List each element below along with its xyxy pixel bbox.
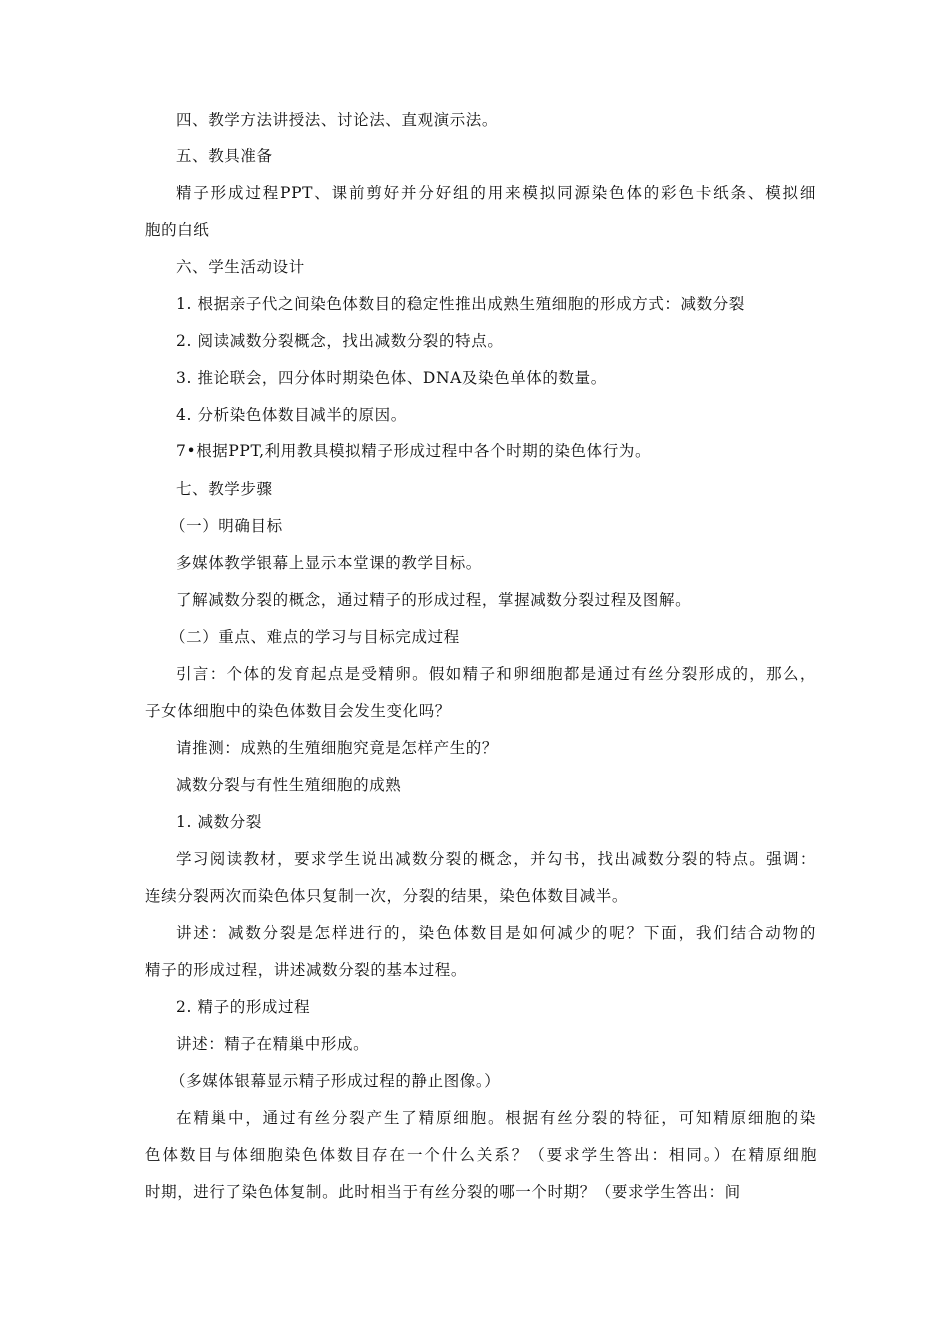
paragraph-line: 时期，进行了染色体复制。此时相当于有丝分裂的哪一个时期？（要求学生答出：间 <box>145 1183 741 1201</box>
heading-teaching-aids: 五、教具准备 <box>176 147 273 165</box>
paragraph-line: 连续分裂两次而染色体只复制一次，分裂的结果，染色体数目减半。 <box>145 887 629 905</box>
subheading-objectives: （一）明确目标 <box>170 517 283 535</box>
paragraph-line: 讲述：减数分裂是怎样进行的，染色体数目是如何减少的呢？下面，我们结合动物的 <box>176 924 816 942</box>
paragraph-line: 减数分裂与有性生殖细胞的成熟 <box>176 776 402 794</box>
paragraph-line: 请推测：成熟的生殖细胞究竟是怎样产生的？ <box>176 739 499 757</box>
paragraph-line: 学习阅读教材，要求学生说出减数分裂的概念，并勾书，找出减数分裂的特点。强调： <box>176 850 816 868</box>
heading-teaching-methods: 四、教学方法讲授法、讨论法、直观演示法。 <box>176 111 499 129</box>
paragraph-line: 子女体细胞中的染色体数目会发生变化吗？ <box>145 702 451 720</box>
list-item: 3. 推论联会，四分体时期染色体、DNA及染色单体的数量。 <box>176 369 607 387</box>
numbered-heading: 2. 精子的形成过程 <box>176 998 311 1016</box>
paragraph-line: 了解减数分裂的概念，通过精子的形成过程，掌握减数分裂过程及图解。 <box>176 591 692 609</box>
paragraph-line: 讲述：精子在精巢中形成。 <box>176 1035 370 1053</box>
paragraph-line: 精子形成过程PPT、课前剪好并分好组的用来模拟同源染色体的彩色卡纸条、模拟细 <box>176 184 816 202</box>
list-item: 2. 阅读减数分裂概念，找出减数分裂的特点。 <box>176 332 504 350</box>
list-item: 7•根据PPT,利用教具模拟精子形成过程中各个时期的染色体行为。 <box>176 442 652 460</box>
paragraph-line: 在精巢中，通过有丝分裂产生了精原细胞。根据有丝分裂的特征，可知精原细胞的染 <box>176 1109 816 1127</box>
paragraph-line: 精子的形成过程，讲述减数分裂的基本过程。 <box>145 961 468 979</box>
paragraph-line: 引言：个体的发育起点是受精卵。假如精子和卵细胞都是通过有丝分裂形成的，那么， <box>176 665 816 683</box>
paragraph-line: 色体数目与体细胞染色体数目存在一个什么关系？（要求学生答出：相同。）在精原细胞 <box>145 1146 817 1164</box>
list-item: 1. 根据亲子代之间染色体数目的稳定性推出成熟生殖细胞的形成方式：减数分裂 <box>176 295 745 313</box>
list-item: 4. 分析染色体数目减半的原因。 <box>176 406 407 424</box>
subheading-key-points: （二）重点、难点的学习与目标完成过程 <box>170 628 460 646</box>
heading-teaching-steps: 七、教学步骤 <box>176 480 273 498</box>
heading-student-activities: 六、学生活动设计 <box>176 258 305 276</box>
paragraph-line: 胞的白纸 <box>145 221 210 239</box>
numbered-heading: 1. 减数分裂 <box>176 813 262 831</box>
paragraph-line: （多媒体银幕显示精子形成过程的静止图像。） <box>170 1072 501 1090</box>
paragraph-line: 多媒体教学银幕上显示本堂课的教学目标。 <box>176 554 482 572</box>
